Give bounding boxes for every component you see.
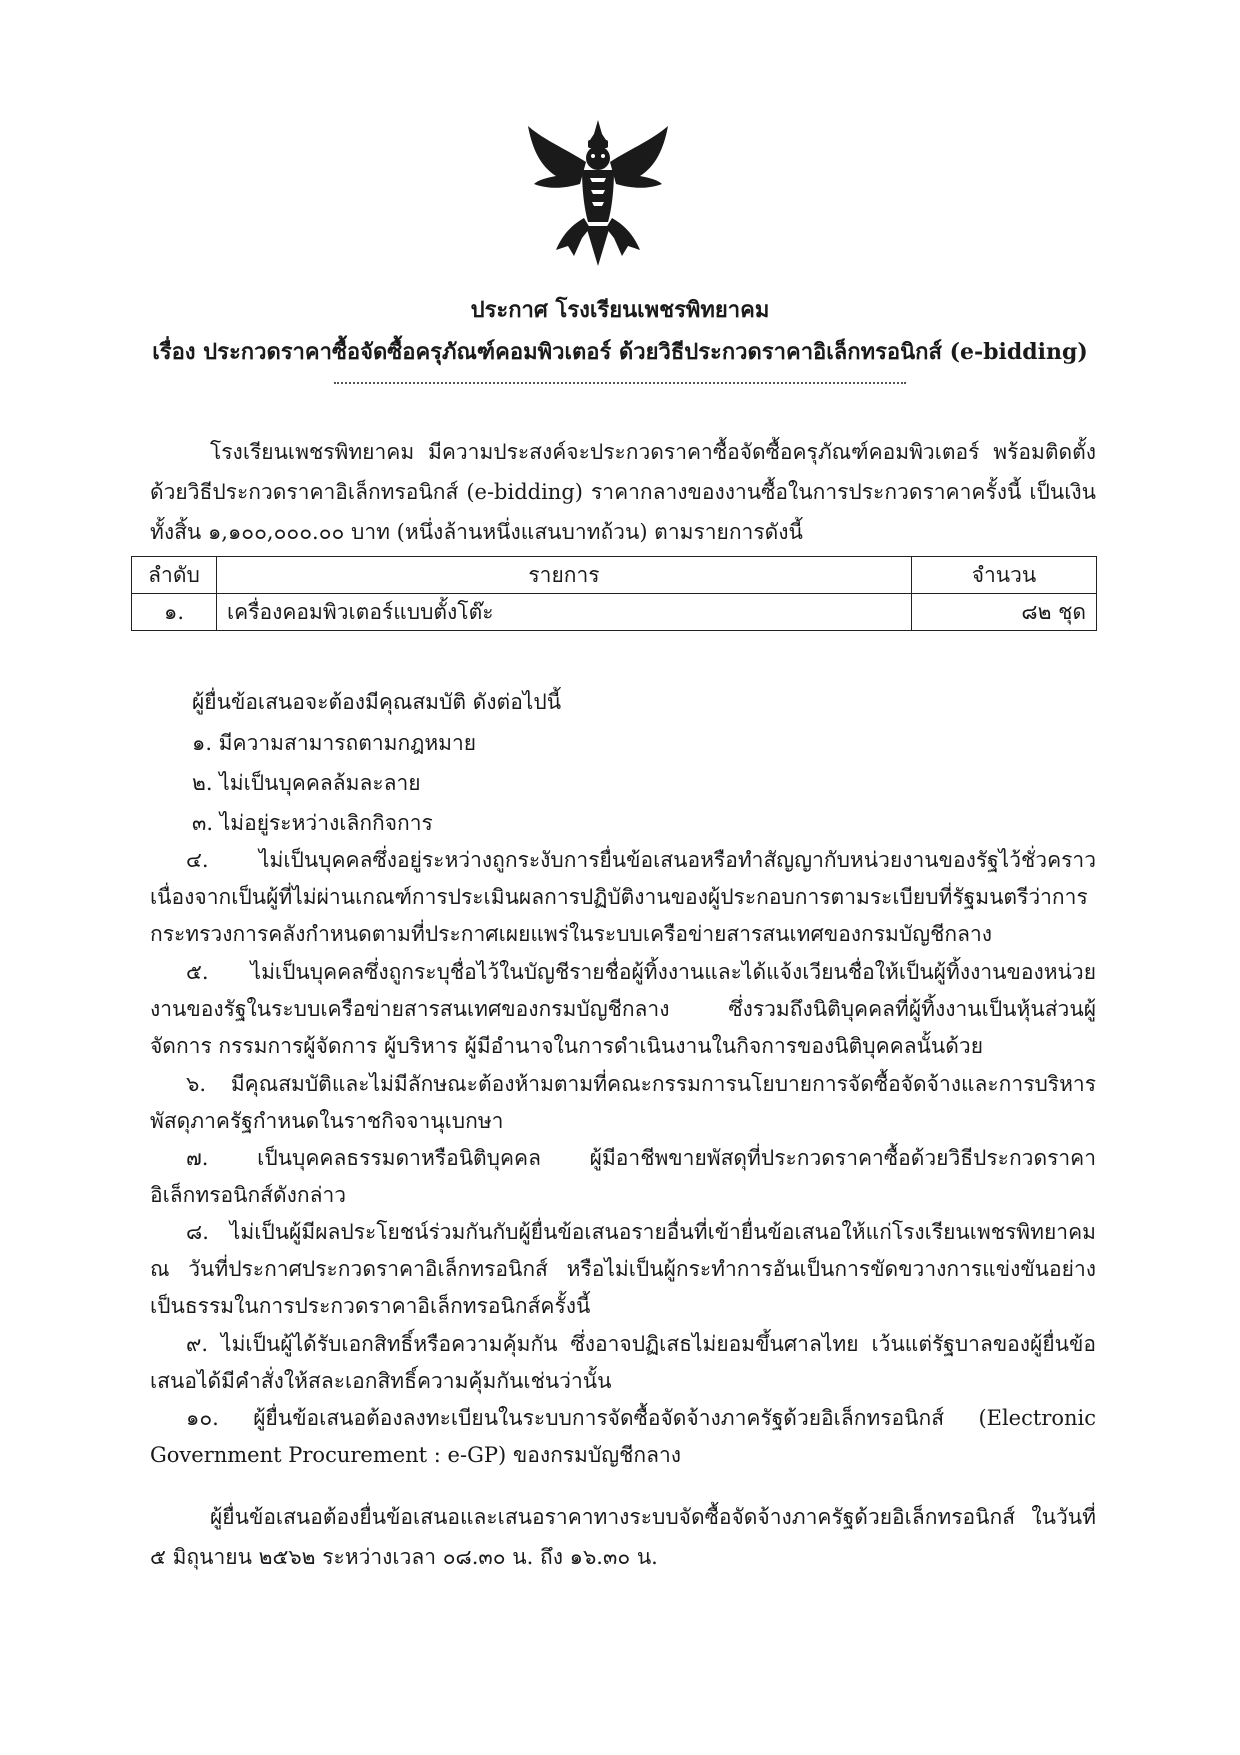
table-header-row (132, 557, 1097, 594)
intro-paragraph (150, 432, 1096, 552)
qualifications-heading: ผู้ยื่นข้อเสนอจะต้องมีคุณสมบัติ ดังต่อไปนี้ (192, 690, 562, 714)
garuda-emblem (526, 118, 670, 268)
qualification-item: ๕. ไม่เป็นบุคคลซึ่งถูกระบุชื่อไว้ในบัญชีรายชื่อผู้ทิ้งงานและได้แจ้งเวียนชื่อให้เป็นผู้ทิ้งงานของหน่วยงานของรัฐในระบบเครือข่ายสารสนเทศของกรมบัญชีกลาง ซึ่งรวมถึงนิติบุคคลที่ผู้ทิ้งงานเป็นหุ้นส่วนผู้จัดการ กรรมการผู้จัดการ ผู้บริหาร ผู้มีอำนาจในการดำเนินงานในกิจการของนิติบุคคลนั้นด้วย (150, 960, 1096, 1058)
qualification-item: ๗. เป็นบุคคลธรรมดาหรือนิติบุคคล ผู้มีอาชีพขายพัสดุที่ประกวดราคาซื้อด้วยวิธีประกวดราคาอิเล็กทรอนิกส์ดังกล่าว (150, 1146, 1096, 1207)
qualification-item: ๓. ไม่อยู่ระหว่างเลิกกิจการ (192, 811, 433, 835)
garuda-emblem-icon (526, 118, 670, 268)
header-no: ลำดับ (132, 557, 217, 594)
qualification-item: ๙. ไม่เป็นผู้ได้รับเอกสิทธิ์หรือความคุ้มกัน ซึ่งอาจปฏิเสธไม่ยอมขึ้นศาลไทย เว้นแต่รัฐบาลของผู้ยื่นข้อเสนอได้มีคำสั่งให้สละเอกสิทธิ์ความคุ้มกันเช่นว่านั้น (150, 1332, 1096, 1393)
table-row (132, 594, 1097, 631)
qualification-item: ๑๐. ผู้ยื่นข้อเสนอต้องลงทะเบียนในระบบการจัดซื้อจัดจ้างภาครัฐด้วยอิเล็กทรอนิกส์ (Electronic Government Procurement : e-GP) ของกรมบัญชีกลาง (150, 1406, 1096, 1467)
qualification-item: ๘. ไม่เป็นผู้มีผลประโยชน์ร่วมกันกับผู้ยื่นข้อเสนอรายอื่นที่เข้ายื่นข้อเสนอให้แก่โรงเรียนเพชรพิทยาคม ณ วันที่ประกาศประกวดราคาอิเล็กทรอนิกส์ หรือไม่เป็นผู้กระทำการอันเป็นการขัดขวางการแข่งขันอย่างเป็นธรรมในการประกวดราคาอิเล็กทรอนิกส์ครั้งนี้ (150, 1220, 1096, 1318)
header-item: รายการ (217, 557, 912, 594)
qualification-item: ๔. ไม่เป็นบุคคลซึ่งอยู่ระหว่างถูกระงับการยื่นข้อเสนอหรือทำสัญญากับหน่วยงานของรัฐไว้ชั่วคราว เนื่องจากเป็นผู้ที่ไม่ผ่านเกณฑ์การประเมินผลการปฏิบัติงานของผู้ประกอบการตามระเบียบที่รัฐมนตรีว่าการกระทรวงการคลังกำหนดตามที่ประกาศเผยแพร่ในระบบเครือข่ายสารสนเทศของกรมบัญชีกลาง (150, 848, 1096, 946)
qualification-item: ๑. มีความสามารถตามกฎหมาย (192, 731, 477, 755)
announcement-subject: เรื่อง ประกวดราคาซื้อจัดซื้อครุภัณฑ์คอมพิวเตอร์ ด้วยวิธีประกวดราคาอิเล็กทรอนิกส์ (e-bidding) (152, 339, 1088, 365)
cell-item: เครื่องคอมพิวเตอร์แบบตั้งโต๊ะ (217, 594, 912, 631)
submission-text: ผู้ยื่นข้อเสนอต้องยื่นข้อเสนอและเสนอราคาทางระบบจัดซื้อจัดจ้างภาครัฐด้วยอิเล็กทรอนิกส์ ในวันที่ ๕ มิถุนายน ๒๕๖๒ ระหว่างเวลา ๐๘.๓๐ น. ถึง ๑๖.๓๐ น. (150, 1505, 1096, 1569)
announcement-title: ประกาศ โรงเรียนเพชรพิทยาคม (470, 297, 770, 323)
header-qty: จำนวน (912, 557, 1097, 594)
cell-qty: ๘๒ ชุด (912, 594, 1097, 631)
dotted-divider (334, 382, 906, 384)
intro-text: โรงเรียนเพชรพิทยาคม มีความประสงค์จะประกวดราคาซื้อจัดซื้อครุภัณฑ์คอมพิวเตอร์ พร้อมติดตั้ง ด้วยวิธีประกวดราคาอิเล็กทรอนิกส์ (e-bidding) ราคากลางของงานซื้อในการประกวดราคาครั้งนี้ เป็นเงินทั้งสิ้น ๑,๑๐๐,๐๐๐.๐๐ บาท (หนึ่งล้านหนึ่งแสนบาทถ้วน) ตามรายการดังนี้ (150, 440, 1096, 544)
qualification-item: ๖. มีคุณสมบัติและไม่มีลักษณะต้องห้ามตามที่คณะกรรมการนโยบายการจัดซื้อจัดจ้างและการบริหารพัสดุภาครัฐกำหนดในราชกิจจานุเบกษา (150, 1072, 1096, 1133)
submission-paragraph (150, 1497, 1096, 1577)
items-table (131, 556, 1097, 631)
cell-no: ๑. (132, 594, 217, 631)
qualification-item: ๒. ไม่เป็นบุคคลล้มละลาย (192, 771, 421, 795)
